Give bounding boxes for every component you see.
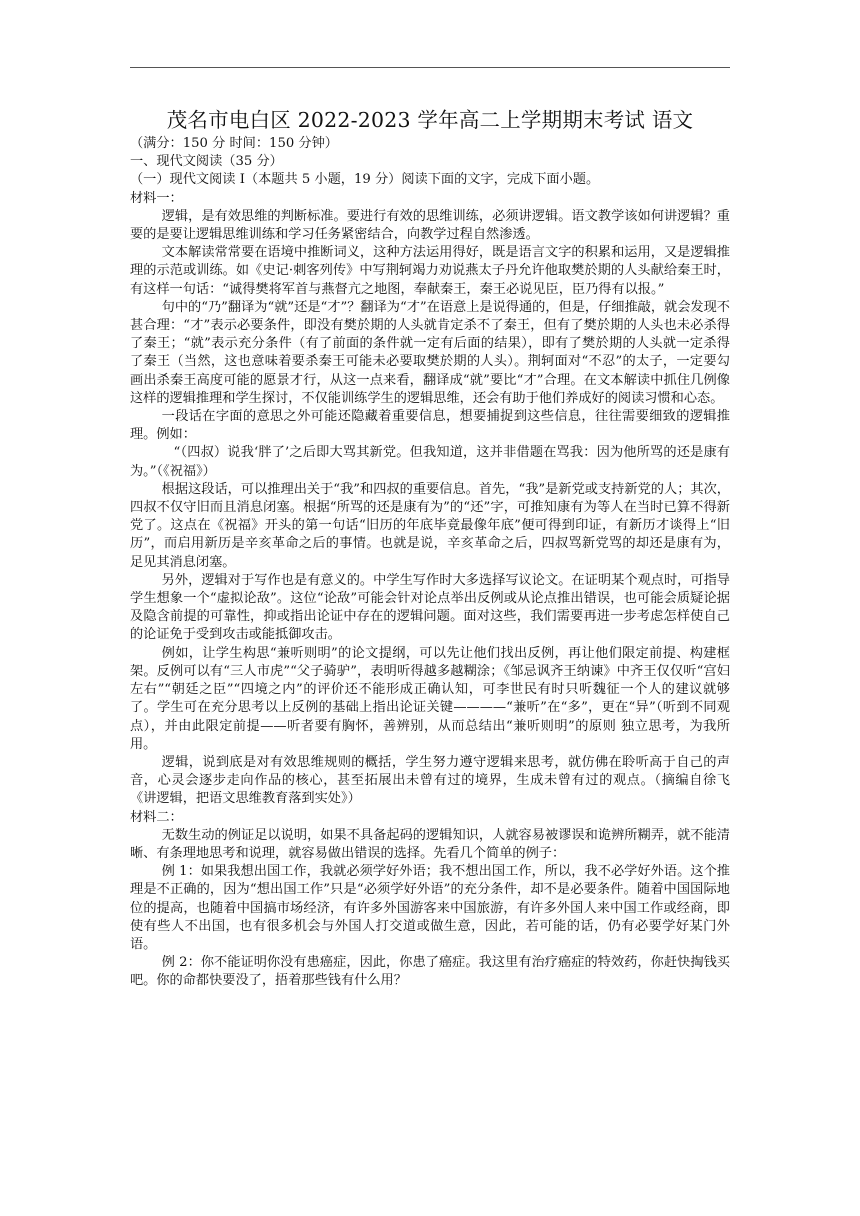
section-heading: 一、现代文阅读（35 分） — [130, 154, 283, 170]
paragraph: 根据这段话，可以推理出关于“我”和四叔的重要信息。首先，“我”是新党或支持新党的人；其次，四叔不仅守旧而且消息闭塞。根据“所骂的还是康有为”的“还”字，可推知康有为等人在当时已算不得新党了。这点在《祝福》开头的第一句话“旧历的年底毕竟最像年底”便可得到印证，有新历才谈得上“旧历”，而启用新历是辛亥革命之后的事情。也就是说，辛亥革命之后，四叔骂新党骂的却还是康有为，足见其消息闭塞。 — [130, 481, 730, 570]
quote-paragraph: “（四叔）说我‘胖了’之后即大骂其新党。但我知道，这并非借题在骂我：因为他所骂的还是康有为。”（《祝福》） — [130, 445, 730, 479]
paragraph: 逻辑，是有效思维的判断标准。要进行有效的思维训练，必须讲逻辑。语文教学该如何讲逻辑？重要的是要让逻辑思维训练和学习任务紧密结合，向教学过程自然渗透。 — [130, 208, 730, 243]
subsection-heading: （一）现代文阅读 I（本题共 5 小题，19 分）阅读下面的文字，完成下面小题。 — [130, 172, 600, 188]
paragraph: 例如，让学生构思“兼听则明”的论文提纲，可以先让他们找出反例，再让他们限定前提、构建框架。反例可以有“三人市虎”“父子骑驴”，表明听得越多越糊涂；《邹忌讽齐王纳谏》中齐王仅仅听“宫妇左右”“朝廷之臣”“四境之内”的评价还不能形成正确认知，可李世民有时只听魏征一个人的建议就够了。学生可在充分思考以上反例的基础上指出论证关键————“兼听”在“多”，更在“异”（听到不同观点），并由此限定前提——听者要有胸怀，善辨别，从而总结出“兼听则明”的原则 独立思考，为我所用。 — [130, 645, 730, 752]
paragraph: 文本解读常常要在语境中推断词义，这种方法运用得好，既是语言文字的积累和运用，又是逻辑推理的示范或训练。如《史记·刺客列传》中写荆轲竭力劝说燕太子丹允许他取樊於期的人头献给秦王时，有这样一句话：“诚得樊将军首与燕督亢之地图，奉献秦王，秦王必说见臣，臣乃得有以报。” — [130, 245, 730, 297]
paragraph: 例 1：如果我想出国工作，我就必须学好外语；我不想出国工作，所以，我不必学好外语。这个推理是不正确的，因为“想出国工作”只是“必须学好外语”的充分条件，却不是必要条件。随着中国国际地位的提高，也随着中国搞市场经济，有许多外国游客来中国旅游，有许多外国人来中国工作或经商，即使有些人不出国，也有很多机会与外国人打交道或做生意，因此，若可能的话，仍有必要学好某门外语。 — [130, 864, 730, 952]
material-1-label: 材料一： — [130, 190, 183, 206]
paragraph: 逻辑，说到底是对有效思维规则的概括，学生努力遵守逻辑来思考，就仿佛在聆听高于自己的声音，心灵会逐步走向作品的核心，甚至拓展出未曾有过的境界，生成未曾有过的观点。（摘编自徐飞《讲逻辑，把语文思维教育落到实处》） — [130, 754, 730, 807]
document-body — [130, 135, 730, 991]
header-rule — [130, 67, 730, 68]
paragraph: 一段话在字面的意思之外可能还隐藏着重要信息，想要捕捉到这些信息，往往需要细致的逻辑推理。例如： — [130, 409, 730, 443]
material-2-label: 材料二： — [130, 809, 183, 825]
paragraph: 句中的“乃”翻译为“就”还是“才”？翻译为“才”在语意上是说得通的，但是，仔细推敲，就会发现不甚合理：“才”表示必要条件，即没有樊於期的人头就肯定杀不了秦王，但有了樊於期的人头也未必杀得了秦王；“就”表示充分条件（有了前面的条件就一定有后面的结果），即有了樊於期的人头就一定杀得了秦王（当然，这也意味着要杀秦王可能未必要取樊於期的人头）。荆轲面对“不忍”的太子，一定要勾画出杀秦王高度可能的愿景才行，从这一点来看，翻译成“就”要比“才”合理。在文本解读中抓住几例像这样的逻辑推理和学生探讨，不仅能训练学生的逻辑思维，还会有助于他们养成好的阅读习惯和心态。 — [130, 299, 730, 406]
exam-title: 茂名市电白区 2022-2023 学年高二上学期期末考试 语文 — [166, 108, 694, 132]
paragraph: 无数生动的例证足以说明，如果不具备起码的逻辑知识，人就容易被谬误和诡辨所糊弄，就不能清晰、有条理地思考和说理，就容易做出错误的选择。先看几个简单的例子： — [130, 827, 730, 861]
paragraph: 另外，逻辑对于写作也是有意义的。中学生写作时大多选择写议论文。在证明某个观点时，可指导学生想象一个“虚拟论敌”。这位“论敌”可能会针对论点举出反例或从论点推出错误，也可能会质疑论据及隐含前提的可靠性，抑或指出论证中存在的逻辑问题。面对这些，我们需要再进一步考虑怎样使自己的论证免于受到攻击或能抵御攻击。 — [130, 572, 730, 643]
paragraph: 例 2：你不能证明你没有患癌症，因此，你患了癌症。我这里有治疗癌症的特效药，你赶快掏钱买吧。你的命都快要没了，捂着那些钱有什么用？ — [130, 955, 730, 989]
exam-meta: （满分：150 分 时间：150 分钟） — [130, 136, 338, 151]
